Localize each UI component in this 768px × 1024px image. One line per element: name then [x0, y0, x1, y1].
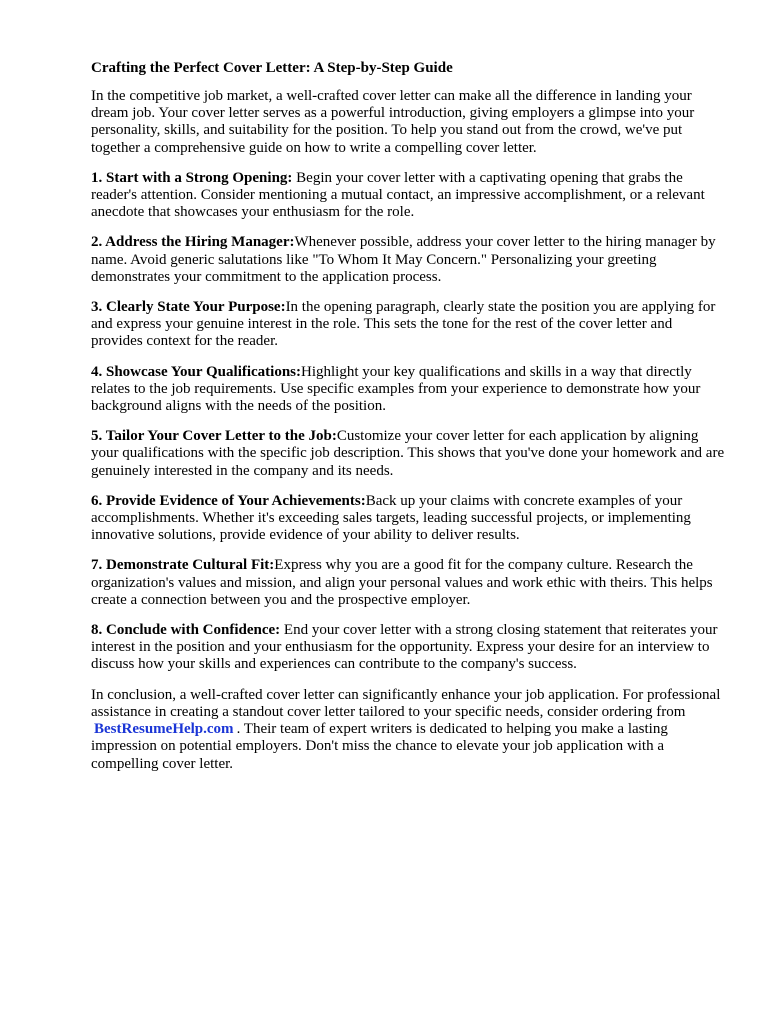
- step-3-heading: 3. Clearly State Your Purpose:: [91, 299, 286, 316]
- step-6-heading: 6. Provide Evidence of Your Achievements:: [91, 492, 366, 509]
- conclusion-text-before-link: In conclusion, a well-crafted cover letter can significantly enhance your job application. For professional assistance in creating a standout cover letter tailored to your specific needs, consider ordering from: [91, 686, 721, 720]
- step-7-heading: 7. Demonstrate Cultural Fit:: [91, 557, 275, 574]
- step-8-heading: 8. Conclude with Confidence:: [91, 622, 281, 639]
- step-3-paragraph: [91, 299, 727, 351]
- intro-paragraph: In the competitive job market, a well-crafted cover letter can make all the difference in landing your dream job. Your cover letter serves as a powerful introduction, giving employers a glimpse into your personality, skills, and suitability for the position. To help you stand out from the crowd, we've put together a comprehensive guide on how to write a compelling cover letter.: [91, 88, 695, 156]
- conclusion-text-after-link: . Their team of expert writers is dedicated to helping you make a lasting impression on potential employers. Don't miss the chance to elevate your job application with a compelling cover letter.: [91, 721, 668, 772]
- step-3-text: In the opening paragraph, clearly state the position you are applying for and express your genuine interest in the role. This sets the tone for the rest of the cover letter and provides context for the reader.: [91, 299, 716, 350]
- step-7-paragraph: [91, 557, 727, 609]
- step-2-paragraph: [91, 234, 727, 286]
- bestresumehelp-link[interactable]: BestResumeHelp.com: [94, 721, 234, 738]
- step-6-text: Back up your claims with concrete examples of your accomplishments. Whether it's exceeding sales targets, leading successful projects, or implementing innovative solutions, provide evidence of your ability to deliver results.: [91, 492, 691, 544]
- step-8-text: End your cover letter with a strong closing statement that reiterates your interest in the position and your enthusiasm for the opportunity. Express your desire for an interview to discuss how your skills and experiences can contribute to the company's success.: [91, 622, 718, 673]
- step-5-heading: 5. Tailor Your Cover Letter to the Job:: [91, 428, 337, 445]
- step-2-text: Whenever possible, address your cover letter to the hiring manager by name. Avoid generic salutations like "To Whom It May Concern." Personalizing your greeting demonstrates your commitment to the application process.: [91, 234, 716, 285]
- step-8-paragraph: [91, 622, 727, 674]
- step-4-text: Highlight your key qualifications and skills in a way that directly relates to the job requirements. Use specific examples from your experience to demonstrate how your background aligns with the needs of the position.: [91, 363, 701, 415]
- document-page: [91, 58, 727, 786]
- step-5-text: Customize your cover letter for each application by aligning your qualifications with the specific job description. This shows that you've done your homework and are genuinely interested in the company and its needs.: [91, 428, 725, 479]
- step-1-heading: 1. Start with a Strong Opening:: [91, 169, 293, 186]
- document-title: Crafting the Perfect Cover Letter: A Step-by-Step Guide: [91, 60, 453, 76]
- step-4-paragraph: [91, 364, 727, 416]
- step-4-heading: 4. Showcase Your Qualifications:: [91, 363, 302, 380]
- step-5-paragraph: [91, 428, 727, 480]
- conclusion-paragraph: [91, 687, 727, 773]
- step-6-paragraph: [91, 493, 727, 545]
- step-1-text: Begin your cover letter with a captivating opening that grabs the reader's attention. Consider mentioning a mutual contact, an impressive accomplishment, or a relevant anecdote that showcases your enthusiasm for the role.: [91, 169, 705, 221]
- step-2-heading: 2. Address the Hiring Manager:: [91, 234, 295, 251]
- step-1-paragraph: [91, 170, 727, 222]
- step-7-text: Express why you are a good fit for the company culture. Research the organization's values and mission, and align your personal values and work ethic with theirs. This helps create a connection between you and the prospective employer.: [91, 557, 713, 608]
